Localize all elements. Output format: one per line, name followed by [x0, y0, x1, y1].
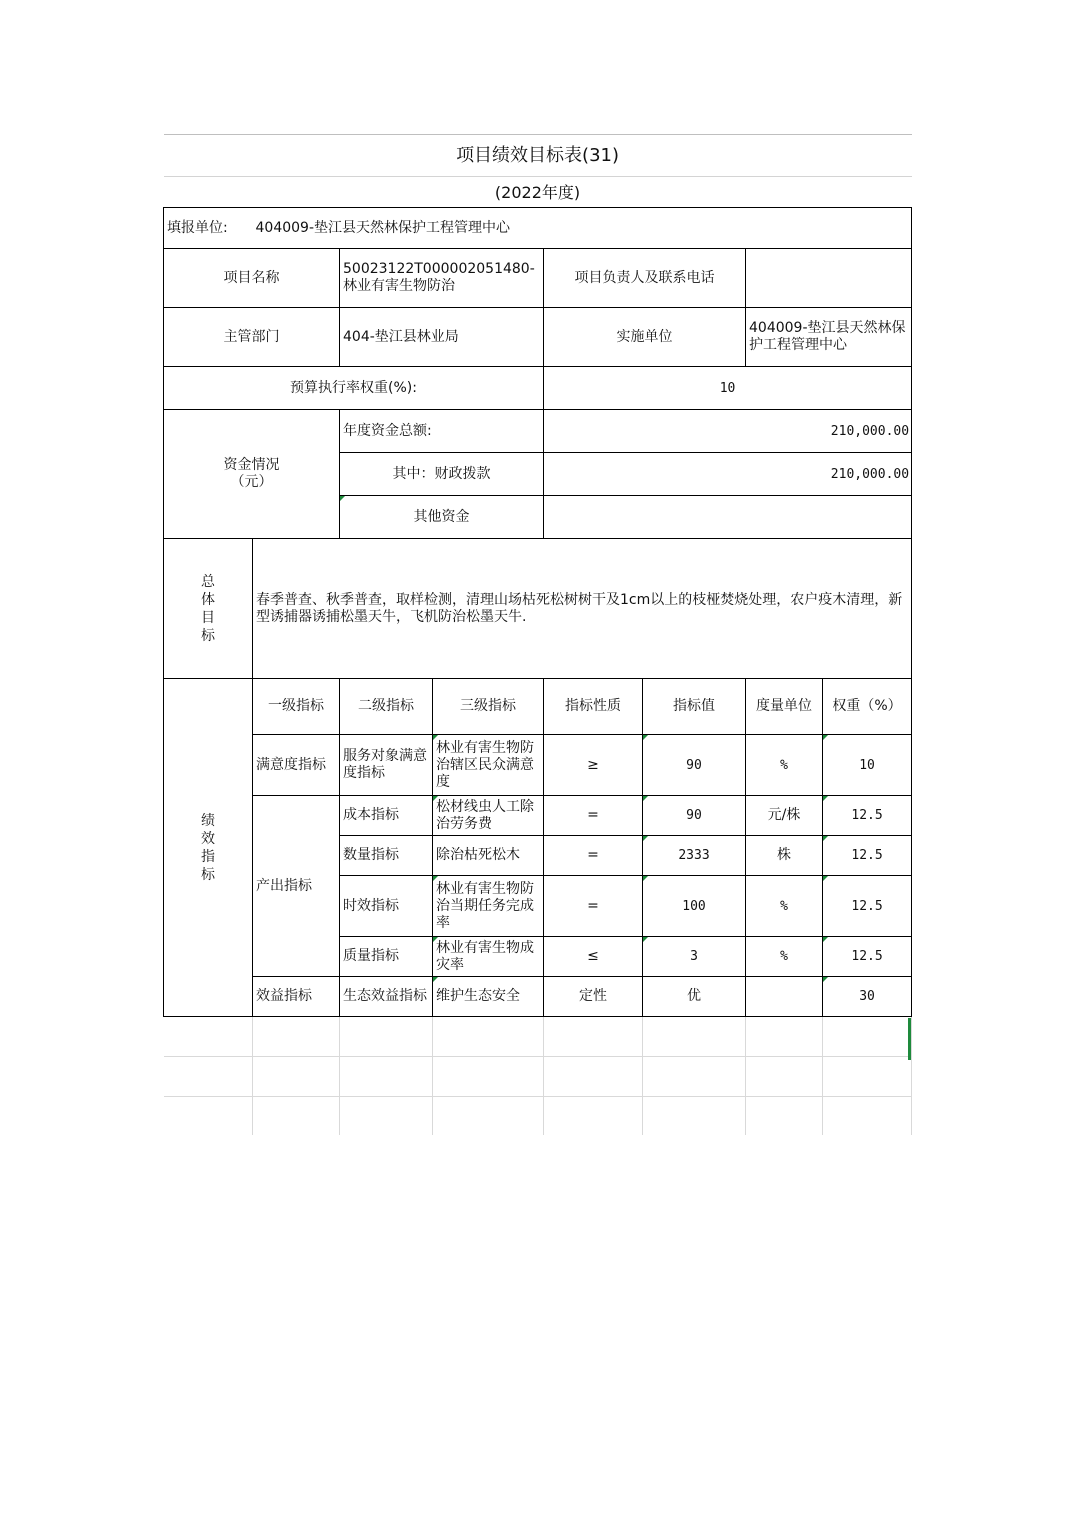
header-level3: 三级指标 [433, 679, 544, 735]
row-weight: 30 [823, 977, 912, 1017]
overall-goal-text: 春季普查、秋季普查，取样检测，清理山场枯死松树树干及1cm以上的枝桠焚烧处理，农户疫木清理，新型诱捕器诱捕松墨天牛，飞机防治松墨天牛. [253, 539, 912, 679]
row-level2: 服务对象满意度指标 [340, 735, 433, 796]
row-level2: 数量指标 [340, 836, 433, 876]
row-weight: 12.5 [823, 876, 912, 937]
project-leader-value [746, 249, 912, 308]
empty-row [164, 1057, 912, 1097]
row-nature: ≤ [544, 937, 643, 977]
budget-weight-label: 预算执行率权重(%): [164, 367, 544, 410]
table-year: (2022年度) [494, 182, 581, 202]
row-level3: 除治枯死松木 [433, 836, 544, 876]
row-unit: % [746, 735, 823, 796]
funds-label-line2: （元） [230, 474, 273, 490]
impl-unit-value: 404009-垫江县天然林保护工程管理中心 [746, 308, 912, 367]
row-nature: = [544, 876, 643, 937]
row-level1: 满意度指标 [253, 735, 340, 796]
vertical-char: 总 [201, 573, 215, 590]
funds-total-value: 210,000.00 [544, 410, 912, 453]
row-weight: 12.5 [823, 836, 912, 876]
vertical-char: 绩 [201, 812, 215, 829]
project-name-label: 项目名称 [164, 249, 340, 308]
budget-weight-value: 10 [544, 367, 912, 410]
row-nature: 定性 [544, 977, 643, 1017]
vertical-char: 效 [201, 830, 215, 847]
fill-unit-label: 填报单位: [164, 208, 253, 249]
row-level3: 林业有害生物防治当期任务完成率 [433, 876, 544, 937]
header-weight: 权重（%） [823, 679, 912, 735]
row-level2: 时效指标 [340, 876, 433, 937]
funds-label [164, 410, 340, 539]
fill-unit-value: 404009-垫江县天然林保护工程管理中心 [253, 208, 912, 249]
row-value: 90 [643, 796, 746, 836]
header-value: 指标值 [643, 679, 746, 735]
row-level3: 林业有害生物防治辖区民众满意度 [433, 735, 544, 796]
funds-fiscal-label: 其中：财政拨款 [340, 453, 544, 496]
row-value: 90 [643, 735, 746, 796]
dept-value: 404-垫江县林业局 [340, 308, 544, 367]
row-level3: 林业有害生物成灾率 [433, 937, 544, 977]
row-level1: 效益指标 [253, 977, 340, 1017]
row-weight: 12.5 [823, 796, 912, 836]
indicators-label [164, 679, 253, 1017]
performance-table-sheet [163, 134, 911, 1135]
row-level1: 产出指标 [253, 796, 340, 977]
row-level2: 成本指标 [340, 796, 433, 836]
row-nature: = [544, 796, 643, 836]
row-value: 2333 [643, 836, 746, 876]
table-row [164, 977, 912, 1017]
overall-goal-label [164, 539, 253, 679]
performance-target-table [163, 134, 912, 1135]
row-value: 100 [643, 876, 746, 937]
funds-other-label: 其他资金 [340, 496, 544, 539]
vertical-char: 体 [201, 591, 215, 608]
empty-row [164, 1097, 912, 1135]
vertical-char: 标 [201, 866, 215, 883]
row-value: 3 [643, 937, 746, 977]
indicators-label-text [167, 812, 249, 884]
row-level3: 松材线虫人工除治劳务费 [433, 796, 544, 836]
header-level1: 一级指标 [253, 679, 340, 735]
impl-unit-label: 实施单位 [544, 308, 746, 367]
dept-label: 主管部门 [164, 308, 340, 367]
table-title: 项目绩效目标表(31) [164, 135, 912, 177]
active-cell-edge [908, 1018, 911, 1060]
overall-goal-label-text [167, 573, 249, 645]
header-level2: 二级指标 [340, 679, 433, 735]
row-unit: % [746, 876, 823, 937]
vertical-char: 指 [201, 848, 215, 865]
row-level2: 质量指标 [340, 937, 433, 977]
table-row [164, 735, 912, 796]
row-unit: 元/株 [746, 796, 823, 836]
row-unit: 株 [746, 836, 823, 876]
row-weight: 10 [823, 735, 912, 796]
row-unit [746, 977, 823, 1017]
project-name-value: 50023122T000002051480-林业有害生物防治 [340, 249, 544, 308]
funds-label-line1: 资金情况 [223, 457, 280, 473]
project-leader-label: 项目负责人及联系电话 [544, 249, 746, 308]
table-row [164, 796, 912, 836]
row-unit: % [746, 937, 823, 977]
row-nature: ≥ [544, 735, 643, 796]
header-unit: 度量单位 [746, 679, 823, 735]
empty-row [164, 1017, 912, 1057]
funds-other-value [544, 496, 912, 539]
row-value: 优 [643, 977, 746, 1017]
row-level3: 维护生态安全 [433, 977, 544, 1017]
row-nature: = [544, 836, 643, 876]
row-weight: 12.5 [823, 937, 912, 977]
header-nature: 指标性质 [544, 679, 643, 735]
row-level2: 生态效益指标 [340, 977, 433, 1017]
vertical-char: 标 [201, 627, 215, 644]
funds-total-label: 年度资金总额: [340, 410, 544, 453]
funds-fiscal-value: 210,000.00 [544, 453, 912, 496]
vertical-char: 目 [201, 609, 215, 626]
indicator-header-row [164, 679, 912, 735]
